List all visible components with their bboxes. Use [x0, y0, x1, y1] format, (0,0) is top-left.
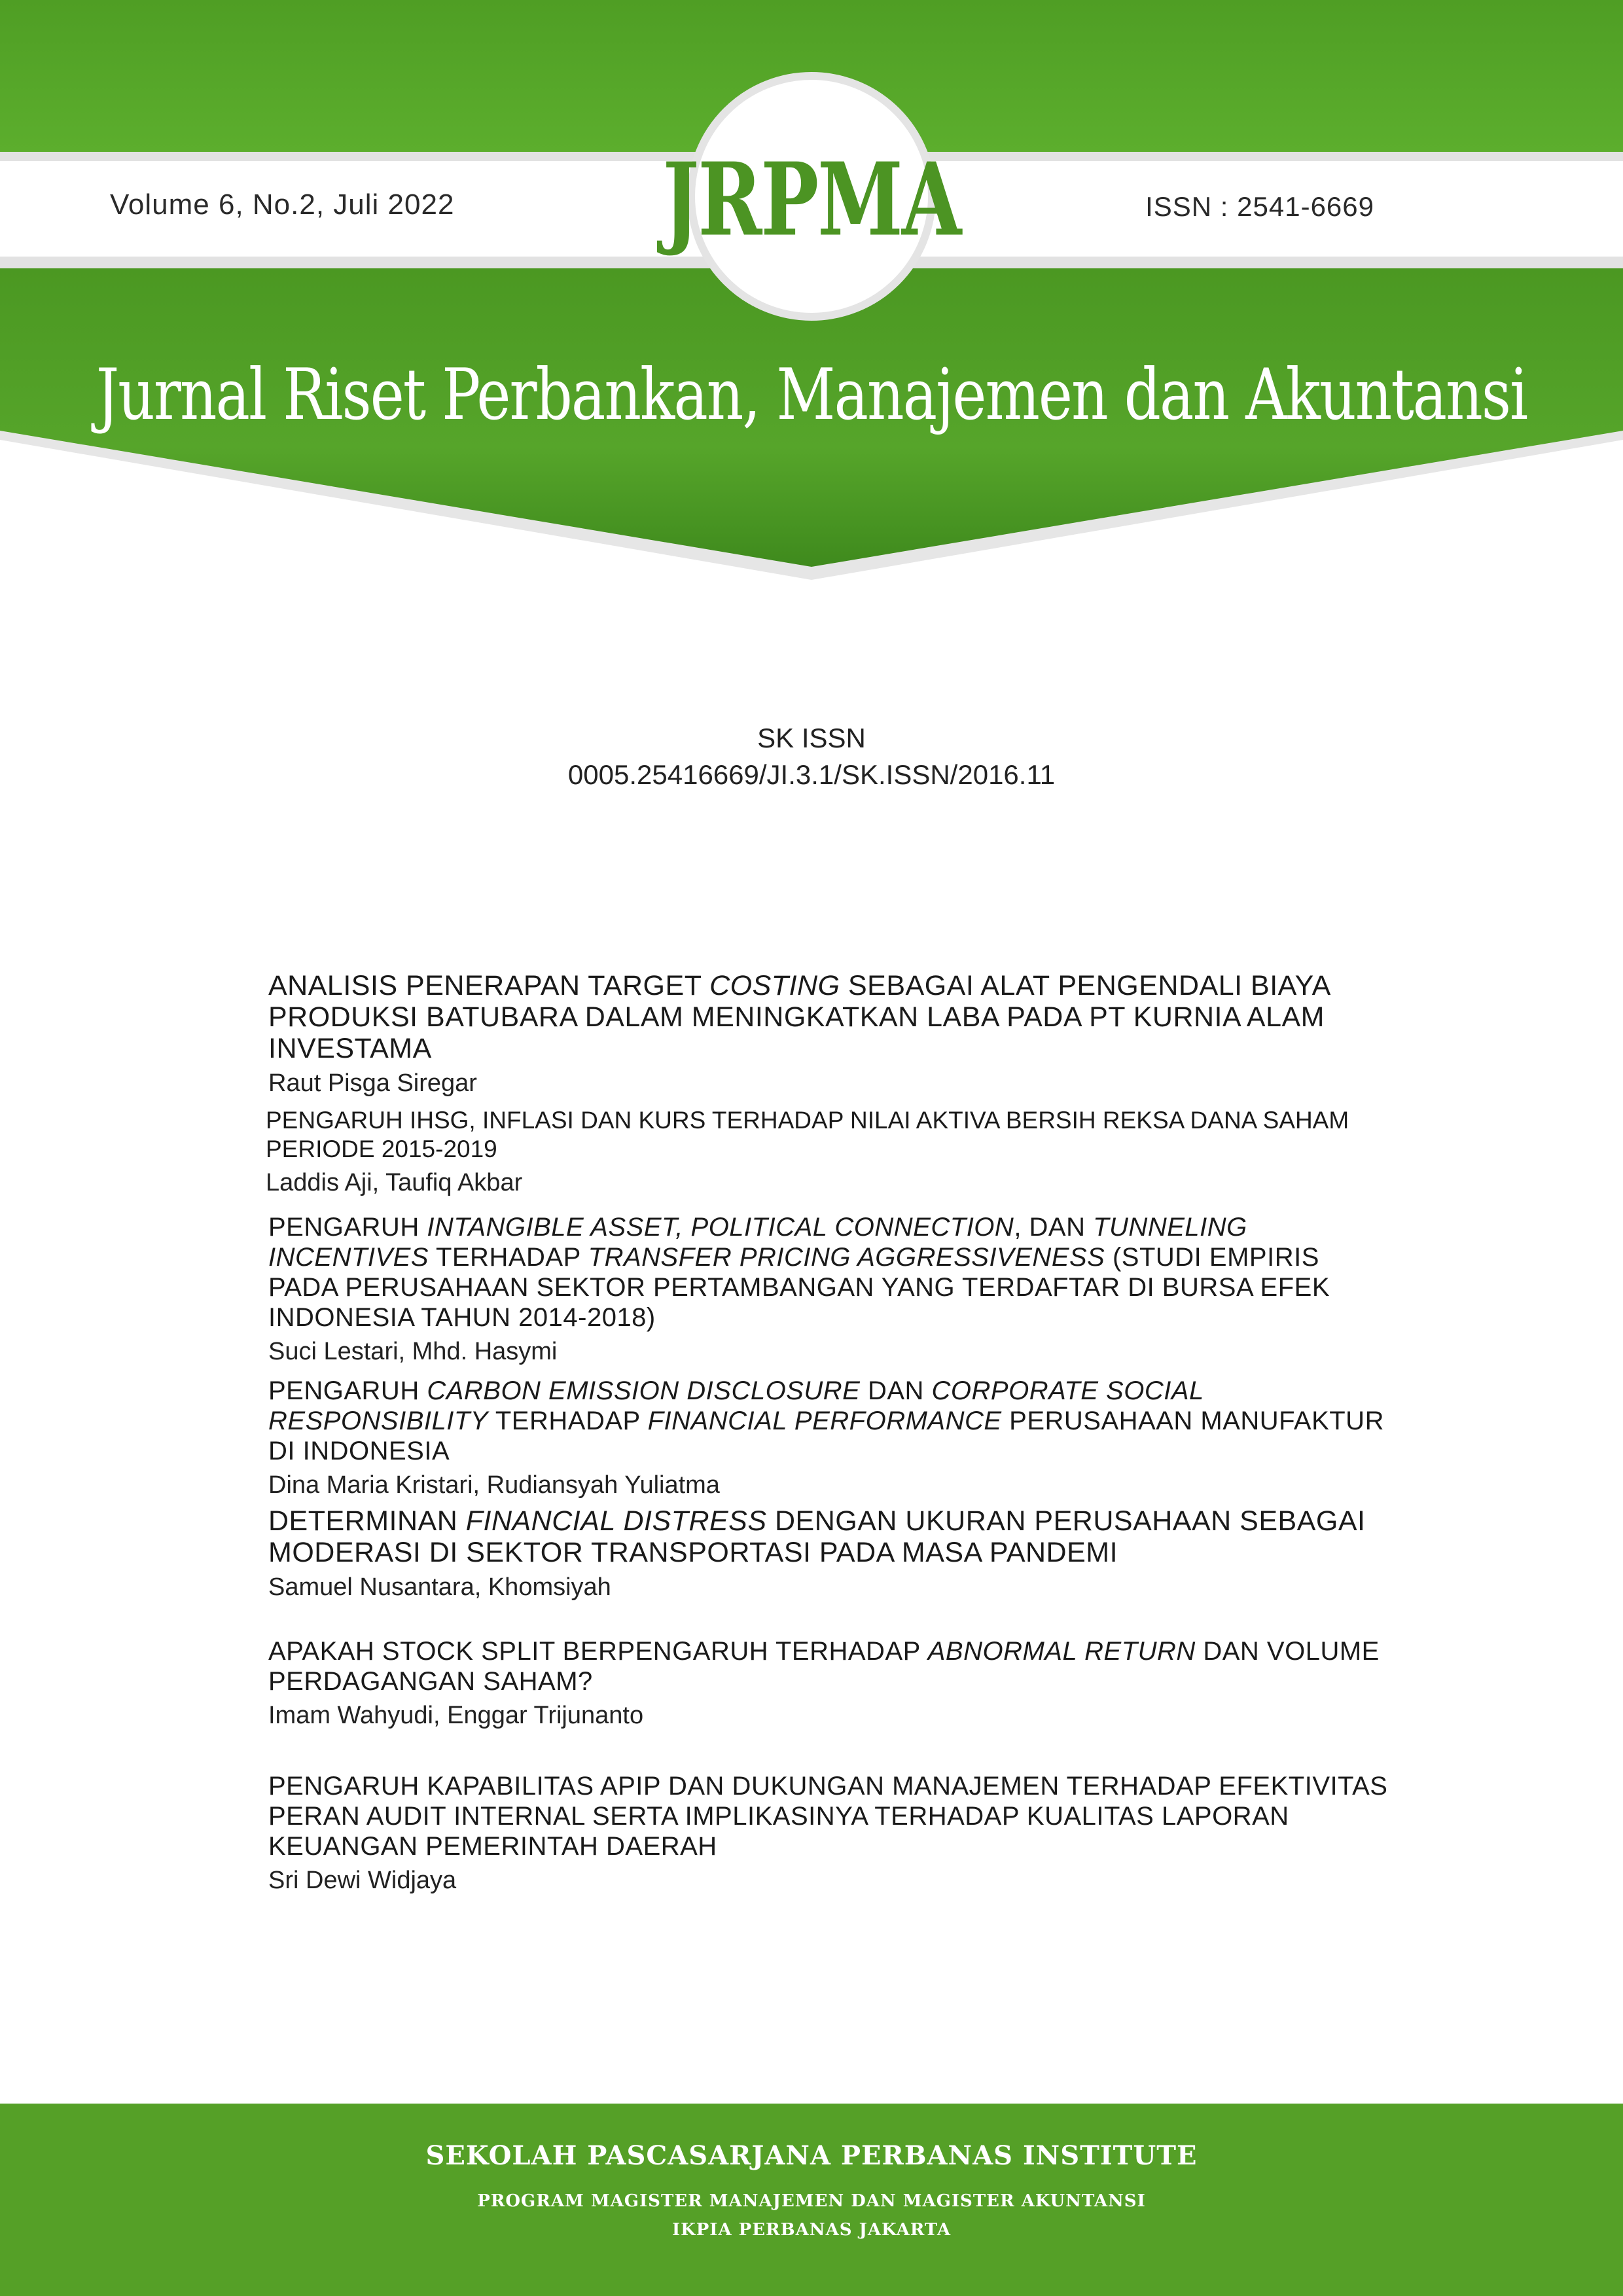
article-entry — [268, 1212, 1394, 1368]
article-title — [268, 1212, 1394, 1333]
title-italic-segment: FINANCIAL PERFORMANCE — [647, 1407, 1002, 1435]
article-authors: Sri Dewi Widjaya — [268, 1867, 457, 1894]
article-authors: Samuel Nusantara, Khomsiyah — [268, 1573, 611, 1601]
article-title — [268, 1376, 1394, 1466]
title-italic-segment: INTANGIBLE ASSET, POLITICAL CONNECTION — [427, 1213, 1014, 1242]
article-entry — [268, 970, 1394, 1100]
title-segment: (STUDI EMPIRIS PADA PERUSAHAAN SEKTOR PERTAMBANGAN YANG TERDAFTAR DI BURSA EFEK INDONESIA TAHUN 2014-2018) — [268, 1243, 1330, 1332]
title-segment: SEBAGAI ALAT PENGENDALI BIAYA PRODUKSI BATUBARA DALAM MENINGKATKAN LABA PADA PT KURNIA ALAM INVESTAMA — [268, 970, 1330, 1064]
title-segment: DENGAN UKURAN PERUSAHAAN SEBAGAI MODERASI DI SEKTOR TRANSPORTASI PADA MASA PANDEMI — [268, 1505, 1366, 1568]
title-italic-segment: COSTING — [709, 970, 840, 1001]
title-segment: TERHADAP — [488, 1407, 648, 1435]
title-segment: TERHADAP — [429, 1243, 588, 1272]
article-entry — [268, 1636, 1394, 1732]
title-segment: DAN — [860, 1376, 932, 1405]
article-title — [268, 970, 1394, 1064]
title-italic-segment: FINANCIAL DISTRESS — [465, 1505, 767, 1537]
title-segment: ANALISIS PENERAPAN TARGET — [268, 970, 710, 1001]
title-segment: PENGARUH — [268, 1213, 427, 1242]
title-italic-segment: TRANSFER PRICING AGGRESSIVENESS — [588, 1243, 1105, 1272]
title-segment: , DAN — [1014, 1213, 1094, 1242]
journal-logo — [662, 72, 961, 321]
title-segment: APAKAH STOCK SPLIT BERPENGARUH TERHADAP — [268, 1637, 928, 1666]
article-authors: Imam Wahyudi, Enggar Trijunanto — [268, 1702, 644, 1729]
title-segment: DAN VOLUME PERDAGANGAN SAHAM? — [268, 1637, 1380, 1696]
article-entry — [268, 1376, 1394, 1501]
article-title — [268, 1505, 1394, 1568]
footer-institution: SEKOLAH PASCASARJANA PERBANAS INSTITUTE — [425, 2140, 1198, 2171]
volume-info: Volume 6, No.2, Juli 2022 — [110, 188, 455, 221]
title-segment: PERUSAHAAN MANUFAKTUR DI INDONESIA — [268, 1407, 1384, 1465]
title-segment: DETERMINAN — [268, 1505, 466, 1537]
article-authors: Raut Pisga Siregar — [268, 1069, 477, 1097]
title-italic-segment: CORPORATE SOCIAL RESPONSIBILITY — [268, 1376, 1204, 1435]
journal-title: Jurnal Riset Perbankan, Manajemen dan Akuntansi — [96, 353, 1527, 436]
article-entry — [266, 1106, 1391, 1199]
sk-issn-label: SK ISSN — [757, 723, 866, 753]
title-italic-segment: ABNORMAL RETURN — [927, 1637, 1196, 1666]
footer-program: PROGRAM MAGISTER MANAJEMEN DAN MAGISTER AKUNTANSI — [477, 2191, 1146, 2211]
footer-campus: IKPIA PERBANAS JAKARTA — [671, 2220, 952, 2240]
article-entry — [268, 1771, 1394, 1897]
logo-text: JRPMA — [662, 139, 961, 259]
article-title — [268, 1771, 1394, 1861]
article-title — [266, 1106, 1391, 1164]
article-authors: Laddis Aji, Taufiq Akbar — [266, 1169, 523, 1196]
issn-info: ISSN : 2541-6669 — [1145, 191, 1374, 222]
article-authors: Suci Lestari, Mhd. Hasymi — [268, 1338, 558, 1365]
article-authors: Dina Maria Kristari, Rudiansyah Yuliatma — [268, 1471, 720, 1499]
title-italic-segment: CARBON EMISSION DISCLOSURE — [427, 1376, 861, 1405]
article-title — [268, 1636, 1394, 1696]
sk-issn-block — [0, 720, 1623, 793]
title-segment: PENGARUH KAPABILITAS APIP DAN DUKUNGAN MANAJEMEN TERHADAP EFEKTIVITAS PERAN AUDIT INTERNAL SERTA IMPLIKASINYA TERHADAP KUALITAS LAPORAN KEUANGAN PEMERINTAH DAERAH — [268, 1772, 1388, 1861]
title-italic-segment: TUNNELING INCENTIVES — [268, 1213, 1247, 1272]
sk-issn-number: 0005.25416669/JI.3.1/SK.ISSN/2016.11 — [567, 759, 1056, 790]
title-segment: PENGARUH — [268, 1376, 427, 1405]
title-segment: PENGARUH IHSG, INFLASI DAN KURS TERHADAP NILAI AKTIVA BERSIH REKSA DANA SAHAM PERIODE 2015-2019 — [266, 1107, 1349, 1162]
article-entry — [268, 1505, 1394, 1604]
